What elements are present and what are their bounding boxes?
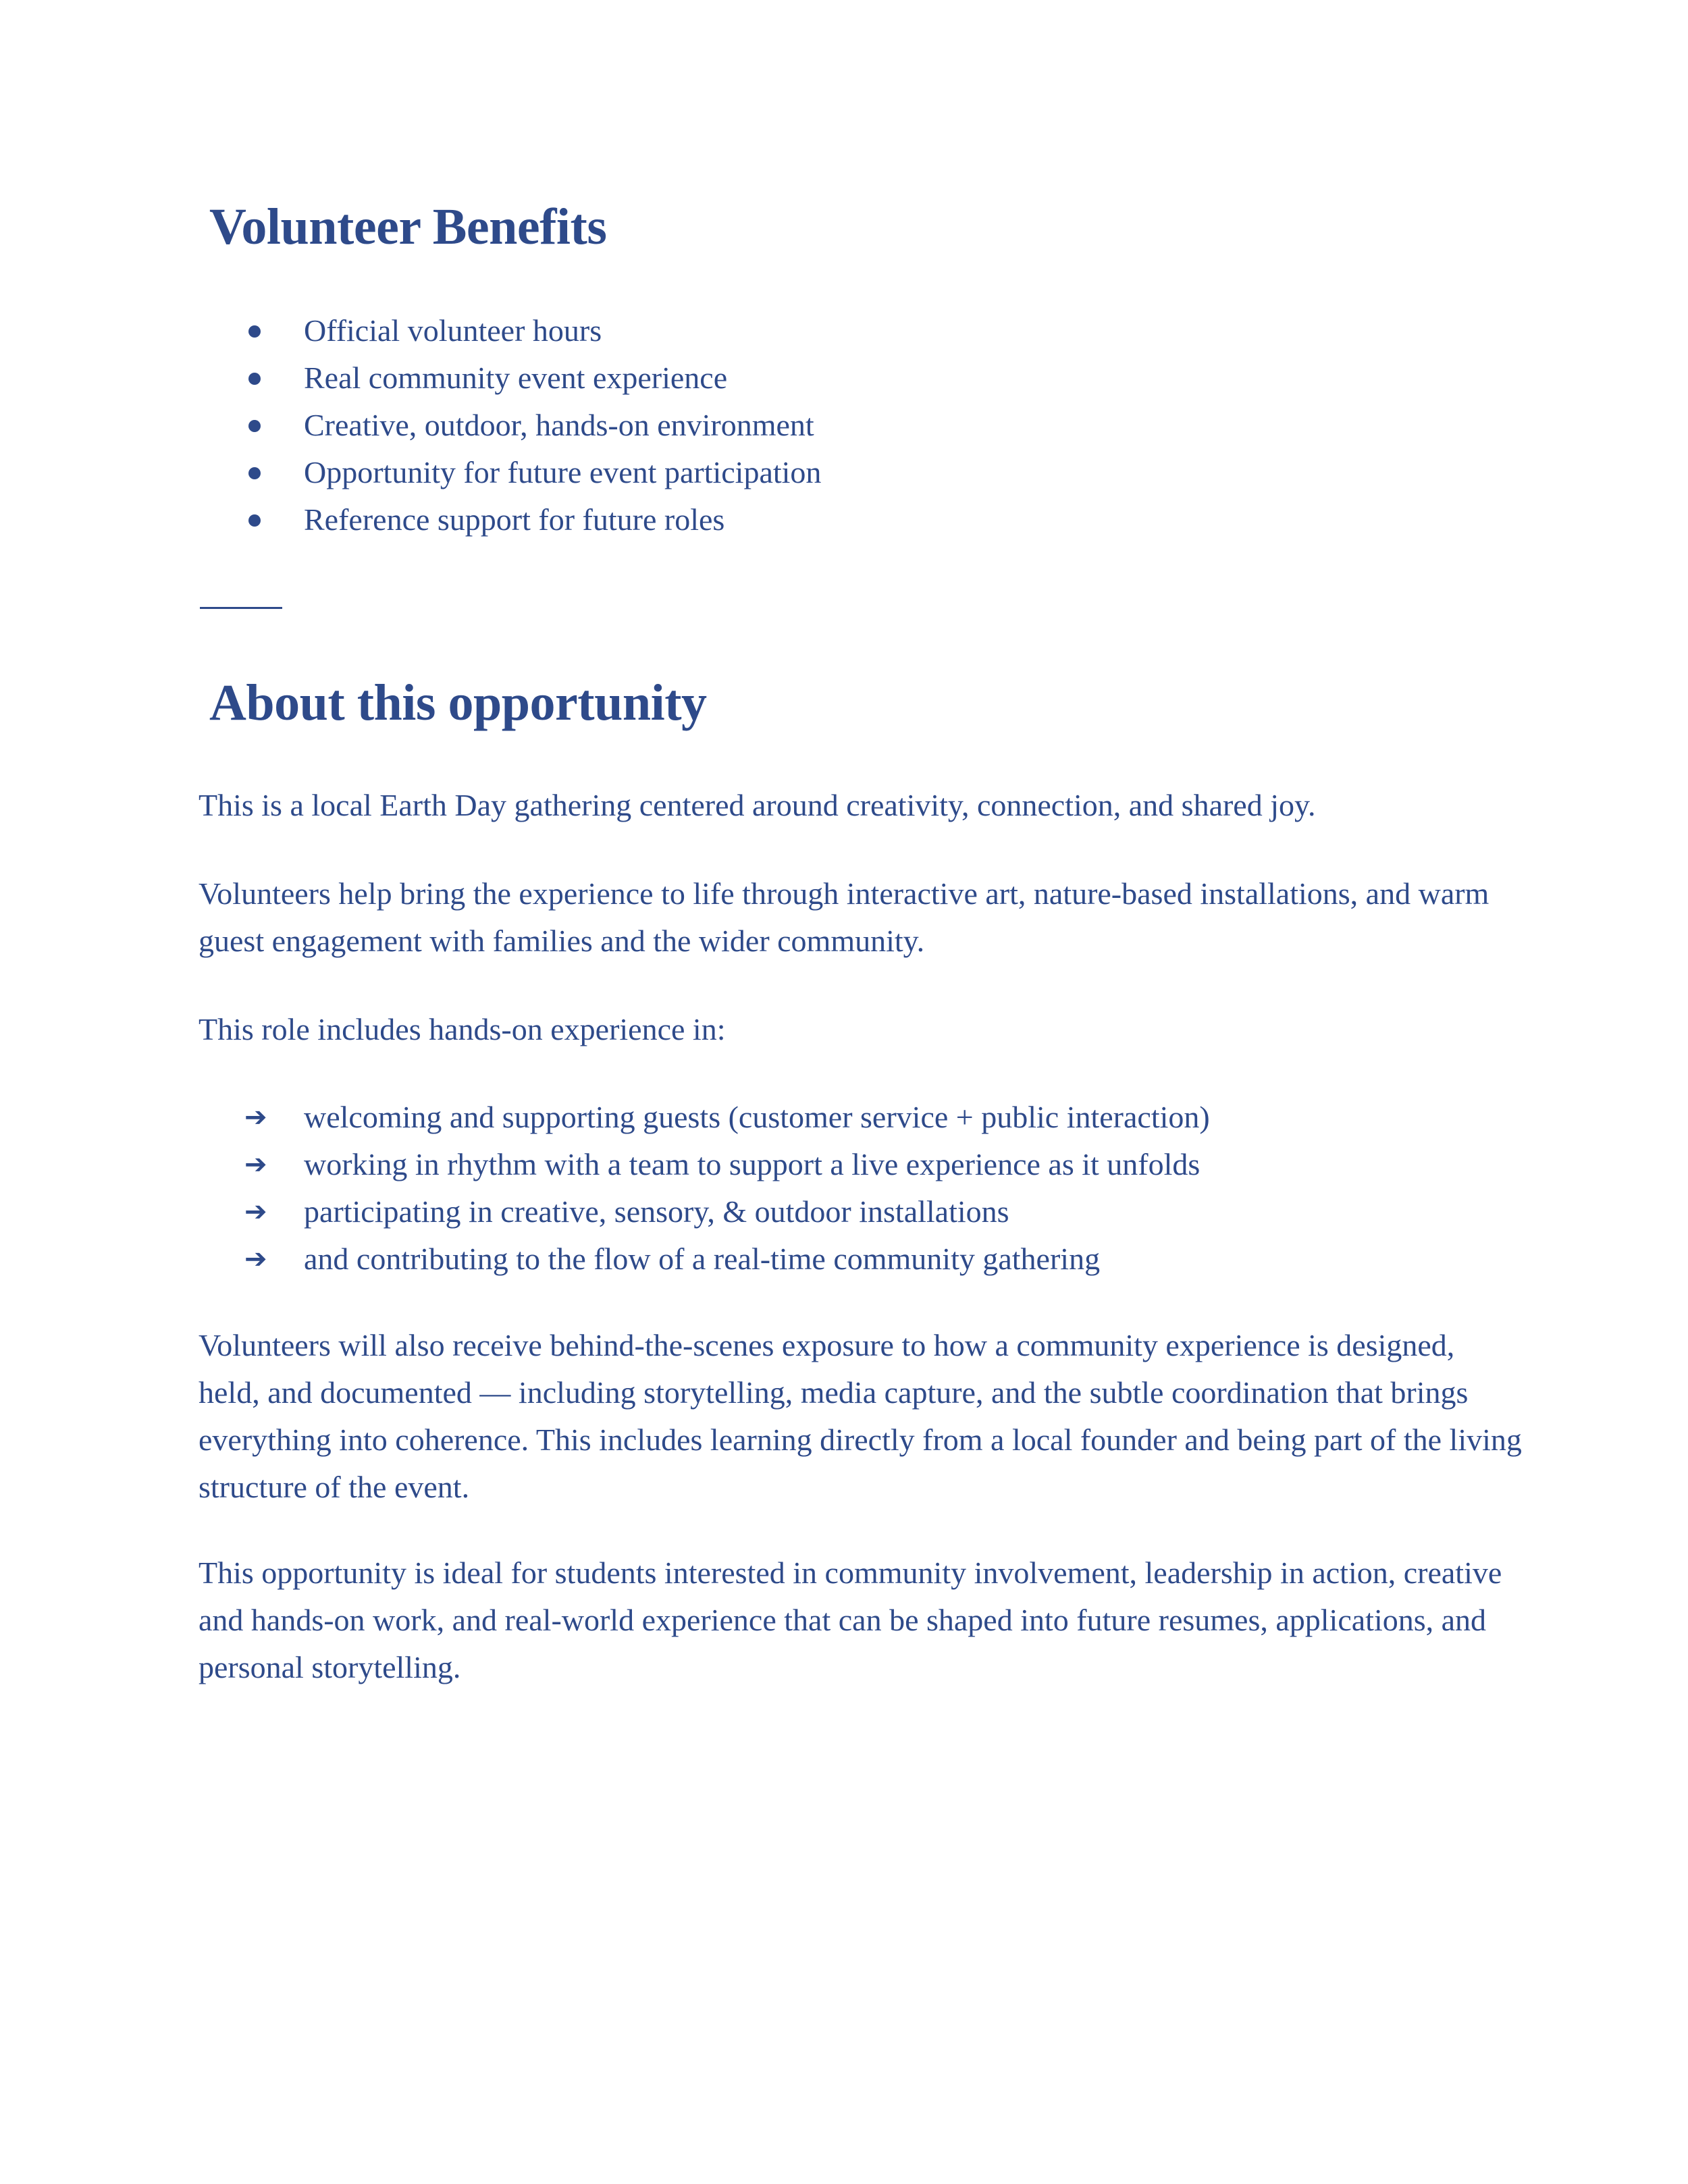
benefit-item (207, 354, 821, 402)
section-divider (200, 607, 282, 609)
benefit-item-text: Reference support for future roles (304, 502, 725, 537)
right-arrow-icon: ➔ (244, 1149, 267, 1180)
bullet-dot-icon (248, 373, 261, 385)
benefit-item-text: Creative, outdoor, hands-on environment (304, 408, 814, 442)
skill-item-text: and contributing to the flow of a real-time community gathering (304, 1242, 1101, 1276)
skill-item (207, 1235, 1210, 1283)
benefit-item (207, 449, 821, 496)
bullet-dot-icon (248, 325, 261, 338)
benefit-item-text: Real community event experience (304, 361, 728, 395)
benefit-item (207, 402, 821, 449)
skill-item-text: welcoming and supporting guests (customer service + public interaction) (304, 1100, 1210, 1134)
benefit-item (207, 307, 821, 354)
benefit-item (207, 496, 821, 543)
ideal-candidate-paragraph: This opportunity is ideal for students interested in community involvement, leadership in action, creative and hands-on work, and real-world experience that can be shaped into future resumes, applications, and personal storytelling. (199, 1555, 1502, 1684)
bullet-dot-icon (248, 467, 261, 479)
exposure-paragraph: Volunteers will also receive behind-the-scenes exposure to how a community experience is designed, held, and documented — including storytelling, media capture, and the subtle coordination that brings everything into coherence. This includes learning directly from a local founder and being part of the living structure of the event. (199, 1328, 1522, 1504)
right-arrow-icon: ➔ (244, 1244, 267, 1275)
benefit-item-text: Opportunity for future event participation (304, 455, 822, 489)
role-intro-paragraph: This role includes hands-on experience in: (199, 1012, 726, 1046)
skill-item (207, 1094, 1210, 1141)
skills-list (207, 1094, 1210, 1283)
right-arrow-icon: ➔ (244, 1196, 267, 1227)
volunteer-benefits-heading: Volunteer Benefits (209, 198, 607, 255)
bullet-dot-icon (248, 420, 261, 432)
about-opportunity-heading: About this opportunity (209, 674, 707, 731)
benefit-item-text: Official volunteer hours (304, 313, 602, 348)
skill-item-text: participating in creative, sensory, & outdoor installations (304, 1194, 1009, 1229)
right-arrow-icon: ➔ (244, 1102, 267, 1133)
skill-item-text: working in rhythm with a team to support a live experience as it unfolds (304, 1147, 1201, 1181)
bullet-dot-icon (248, 514, 261, 527)
skill-item (207, 1188, 1210, 1235)
intro-paragraph: This is a local Earth Day gathering centered around creativity, connection, and shared joy. (199, 788, 1316, 822)
volunteers-paragraph: Volunteers help bring the experience to life through interactive art, nature-based installations, and warm guest engagement with families and the wider community. (199, 876, 1489, 958)
benefits-list (207, 307, 821, 543)
skill-item (207, 1141, 1210, 1188)
